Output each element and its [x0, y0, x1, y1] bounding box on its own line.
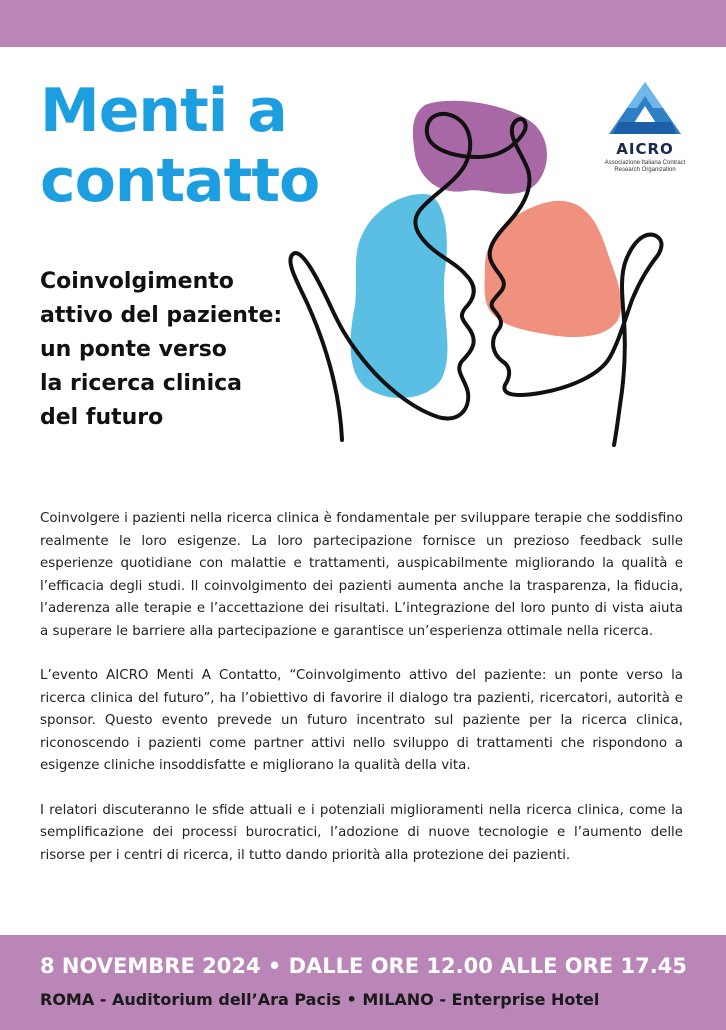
aicro-logo	[590, 78, 700, 198]
logo-wordmark: AICRO	[616, 140, 674, 158]
blue-blob	[351, 194, 448, 398]
aicro-triangle-icon	[605, 78, 685, 138]
logo-tagline-line-1: Associazione Italiana Contract	[604, 160, 686, 166]
subtitle-line-5: del futuro	[40, 405, 164, 430]
salmon-blob	[485, 201, 622, 337]
body-paragraph-2: L’evento AICRO Menti A Contatto, “Coinvolgimento attivo del paziente: un ponte verso la ricerca clinica del futuro”, ha l’obiettivo di favorire il dialogo tra pazienti, ricercatori, autorità e sponsor. Questo evento prevede un futuro incentrato sul paziente per la ricerca clinica, riconoscendo i pazienti come partner attivi nello sviluppo di trattamenti che rispondono a esigenze cliniche insoddisfatte e migliorano la qualità della vita.	[40, 668, 683, 773]
footer-banner	[0, 935, 726, 1030]
subtitle-line-2: attivo del paziente:	[40, 303, 283, 328]
body-paragraph-1: Coinvolgere i pazienti nella ricerca clinica è fondamentale per sviluppare terapie che soddisfino realmente le loro esigenze. La loro partecipazione fornisce un prezioso feedback sulle esperienze quotidiane con malattie e trattamenti, auspicabilmente migliorando la qualità e l’efficacia degli studi. Il coinvolgimento dei pazienti aumenta anche la trasparenza, la fiducia, l’aderenza alle terapie e l’accettazione dei risultati. L’integrazione del loro punto di vista aiuta a superare le barriere alla partecipazione e garantisce un’esperienza ottimale nella ricerca.	[40, 511, 683, 639]
body-paragraph-3: I relatori discuteranno le sfide attuali e i potenziali miglioramenti nella ricerca clinica, come la semplificazione dei processi burocratici, l’adozione di nuove tecnologie e l’aumento delle risorse per i centri di ricerca, il tutto dando priorità alla protezione dei pazienti.	[40, 802, 683, 863]
top-banner-bar	[0, 0, 726, 47]
title-line-2: contatto	[40, 146, 320, 216]
subtitle-line-3: un ponte verso	[40, 337, 227, 362]
logo-tagline-line-2: Research Organization	[614, 167, 676, 173]
subtitle-line-1: Coinvolgimento	[40, 269, 234, 294]
title-line-1: Menti a	[40, 76, 287, 146]
poster-title	[40, 76, 319, 216]
body-text	[40, 508, 683, 889]
event-date-time: 8 NOVEMBRE 2024 • DALLE ORE 12.00 ALLE ORE 17.45	[40, 954, 687, 978]
event-venues: ROMA - Auditorium dell’Ara Pacis • MILANO - Enterprise Hotel	[40, 990, 600, 1009]
subtitle-line-4: la ricerca clinica	[40, 371, 243, 396]
